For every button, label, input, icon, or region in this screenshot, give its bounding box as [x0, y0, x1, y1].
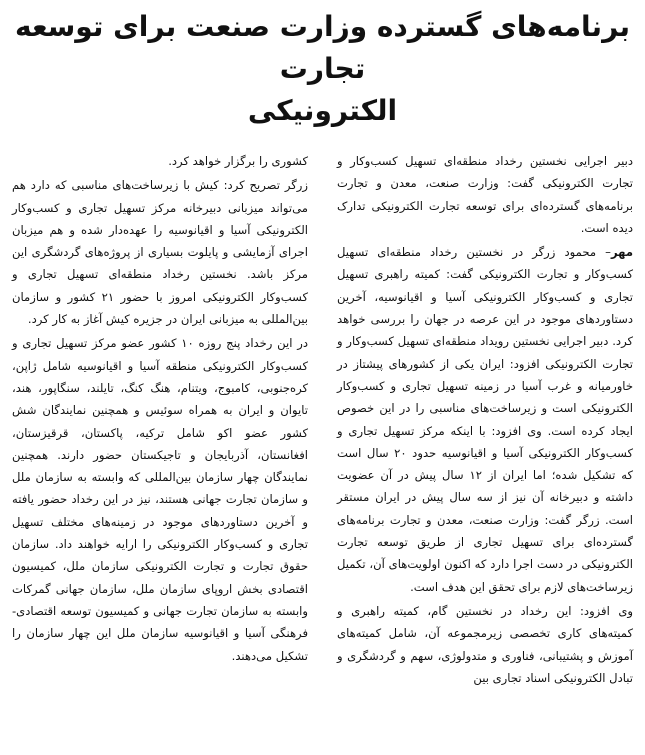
article-headline: [12, 6, 633, 132]
body-paragraph: در این رخداد پنج روزه ۱۰ کشور عضو مرکز تسهیل تجاری و کسب‌وکار الکترونیکی منطقه آسیا و اقیانوسیه شامل ژاپن، کره‌جنوبی، کامبوج، ویتنام، هنگ کنگ، تایلند، سنگاپور، هند، تایوان و ایران به همراه سوئیس و همچنین نمایندگان شش کشور عضو اکو شامل ترکیه، پاکستان، قرقیزستان، افغانستان، آذربایجان و تاجیکستان حضور دارند. همچنین نمایندگان چهار سازمان بین‌المللی که وابسته به سازمان ملل و سازمان تجارت جهانی هستند، نیز در این رخداد حضور یافته و آخرین دستاوردهای موجود در زمینه‌های مختلف تسهیل تجاری و کسب‌وکار الکترونیکی را ارایه خواهند داد. سازمان حقوق تجارت و تجارت الکترونیکی سازمان ملل، کمیسیون اقتصادی بخش اروپای سازمان ملل، سازمان جهانی گمرکات وابسته به سازمان تجارت جهانی و کمیسیون توسعه اقتصادی-فرهنگی آسیا و اقیانوسیه سازمان ملل این چهار سازمان را تشکیل می‌دهند.: [12, 336, 308, 663]
body-paragraph: زرگر تصریح کرد: کیش با زیرساخت‌های مناسبی که دارد هم می‌تواند میزبانی دبیرخانه مرکز تسهیل تجاری و کسب‌وکار الکترونیکی آسیا و اقیانوسیه را عهده‌دار شده و هم میزبان اجرای آزمایشی و پایلوت بسیاری از پروژه‌های گردشگری این مرکز باشد. نخستین رخداد منطقه‌ای تسهیل تجاری و کسب‌وکار الکترونیکی امروز با حضور ۲۱ کشور و سازمان بین‌المللی به میزبانی ایران در جزیره کیش آغاز به کار کرد.: [12, 178, 308, 327]
lead-paragraph: دبیر اجرایی نخستین رخداد منطقه‌ای تسهیل کسب‌وکار و تجارت الکترونیکی گفت: وزارت صنعت، معدن و تجارت برنامه‌های گسترده‌ای برای توسعه تجارت الکترونیکی تدارک دیده است.: [337, 154, 633, 235]
column-right: [337, 150, 633, 689]
dateline: مهر: [610, 245, 633, 260]
body-text: – محمود زرگر در نخستین رخداد منطقه‌ای تسهیل کسب‌وکار و تجارت الکترونیکی گفت: کمیته راهبری تسهیل تجاری و کسب‌وکار الکترونیکی آسیا و اقیانوسیه، آخرین دستاوردهای موجود در این عرصه در جهان را بررسی خواهد کرد. دبیر اجرایی نخستین رویداد منطقه‌ای تسهیل کسب‌وکار و تجارت الکترونیکی افزود: ایران یکی از کشورهای پیشتاز در خاورمیانه و غرب آسیا در زمینه تسهیل تجاری و کسب‌وکار الکترونیکی است و زیرساخت‌های مناسبی را در این خصوص ایجاد کرده است. وی افزود: با اینکه مرکز تسهیل تجاری و کسب‌وکار الکترونیکی آسیا و اقیانوسیه حدود ۲۰ سال است که تشکیل شده؛ اما ایران از ۱۲ سال پیش در آن عضویت داشته و دبیرخانه آن نیز از سه سال پیش در ایران مستقر است. زرگر گفت: وزارت صنعت، معدن و تجارت برنامه‌های گسترده‌ای برای تسهیل تجاری از طریق توسعه تجارت الکترونیکی در دست اجرا دارد که اکنون اولویت‌های آن، تکمیل زیرساخت‌های لازم برای تحقق این هدف است.: [337, 245, 633, 594]
body-paragraph: [337, 241, 633, 598]
column-left: [12, 150, 308, 689]
headline-line-2: الکترونیکی: [247, 94, 398, 127]
body-paragraph: وی افزود: این رخداد در نخستین گام، کمیته راهبری و کمیته‌های کاری تخصصی زیرمجموعه آن، شامل کمیته‌های آموزش و پشتیبانی، فناوری و متدولوژی، سهم و گردشگری و تبادل الکترونیکی اسناد تجاری بین: [337, 603, 633, 685]
headline-line-1: برنامه‌های گسترده وزارت صنعت برای توسعه تجارت: [14, 10, 630, 85]
body-paragraph: کشوری را برگزار خواهد کرد.: [168, 154, 308, 168]
article-columns: [12, 150, 633, 689]
